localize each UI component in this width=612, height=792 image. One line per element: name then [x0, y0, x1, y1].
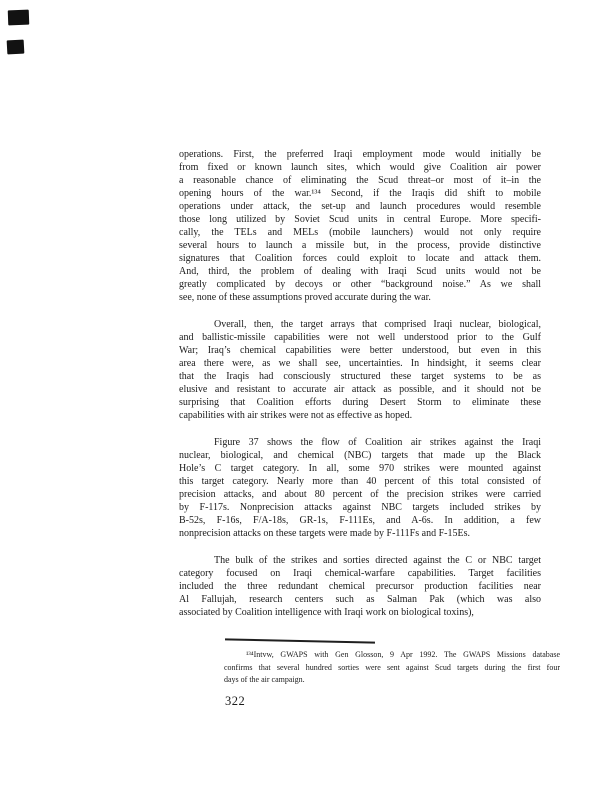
footnote-separator-rule — [225, 638, 375, 643]
paragraph-2 — [179, 318, 541, 422]
scan-artifact-mark-bottom — [7, 40, 25, 55]
scan-artifact-mark-top — [8, 10, 30, 26]
text-line: Hole’s C target category. In all, some 970 strikes were mounted against — [179, 463, 541, 474]
footnote-line: days of the air campaign. — [224, 675, 305, 684]
text-line: area there were, as we shall see, uncertainties. In hindsight, it seems clear — [179, 358, 541, 369]
text-line: from fixed or known launch sites, which would give Coalition air power — [179, 162, 541, 173]
footnote-line: confirms that several hundred sorties were sent against Scud targets during the first four — [224, 662, 560, 672]
text-line: Figure 37 shows the flow of Coalition air strikes against the Iraqi — [214, 437, 541, 448]
footnote-line: ¹³⁴Intvw, GWAPS with Gen Glosson, 9 Apr 1992. The GWAPS Missions database — [246, 650, 560, 659]
text-line: Al Fallujah, research centers such as Salman Pak (which was also — [179, 594, 541, 605]
text-line: surprising that Coalition efforts during Desert Storm to eliminate these — [179, 397, 541, 408]
text-line: category focused on Iraqi chemical-warfare capabilities. Target facilities — [179, 568, 541, 579]
text-line: precision attacks, and about 80 percent of the precision strikes were carried — [179, 489, 541, 500]
footnote — [224, 649, 560, 687]
paragraph-4 — [179, 554, 541, 619]
text-line: The bulk of the strikes and sorties directed against the C or NBC target — [214, 555, 541, 566]
text-line: several hours to launch a missile but, in the process, provide distinctive — [179, 240, 541, 251]
text-line: nuclear, biological, and chemical (NBC) targets that made up the Black — [179, 450, 541, 461]
text-line: this target category. Nearly more than 40 percent of this total consisted of — [179, 476, 541, 487]
text-line: a reasonable chance of eliminating the Scud threat–or most of it–in the — [179, 175, 541, 186]
text-line: And, third, the problem of dealing with Iraqi Scud units would not be — [179, 266, 541, 277]
text-line: capabilities with air strikes were not as effective as hoped. — [179, 410, 413, 421]
paragraph-3 — [179, 436, 541, 540]
text-line: Overall, then, the target arrays that comprised Iraqi nuclear, biological, — [214, 319, 541, 330]
text-line: by F-117s. Nonprecision attacks against NBC targets included strikes by — [179, 502, 541, 513]
text-line: and ballistic-missile capabilities were not well understood prior to the Gulf — [179, 332, 541, 343]
text-line: signatures that Coalition forces could exploit to locate and attack them. — [179, 253, 541, 264]
text-line: see, none of these assumptions proved accurate during the war. — [179, 292, 431, 303]
text-line: associated by Coalition intelligence with Iraqi work on biological toxins), — [179, 607, 474, 618]
text-line: operations under attack, the set-up and launch procedures would resemble — [179, 201, 541, 212]
text-line: nonprecision attacks on these targets were made by F-111Fs and F-15Es. — [179, 528, 470, 539]
text-line: B-52s, F-16s, F/A-18s, GR-1s, F-111Es, and A-6s. In addition, a few — [179, 515, 541, 526]
text-line: greatly complicated by decoys or other “background noise.” As we shall — [179, 279, 541, 290]
text-line: included the three redundant chemical precursor production facilities near — [179, 581, 541, 592]
text-line: those long utilized by Soviet Scud units in central Europe. More specifi- — [179, 214, 541, 225]
text-line: elusive and resistant to accurate air attack as possible, and it should not be — [179, 384, 541, 395]
text-line: operations. First, the preferred Iraqi employment mode would initially be — [179, 149, 541, 160]
paragraph-1 — [179, 148, 541, 304]
text-line: War; Iraq’s chemical capabilities were better understood, but even in this — [179, 345, 541, 356]
body-text — [179, 148, 541, 619]
text-line: cally, the TELs and MELs (mobile launchers) would not only require — [179, 227, 541, 238]
text-line: that the Iraqis had consciously structured these target systems to be as — [179, 371, 541, 382]
text-line: opening hours of the war.¹³⁴ Second, if the Iraqis did shift to mobile — [179, 188, 541, 199]
page-number: 322 — [225, 694, 246, 708]
